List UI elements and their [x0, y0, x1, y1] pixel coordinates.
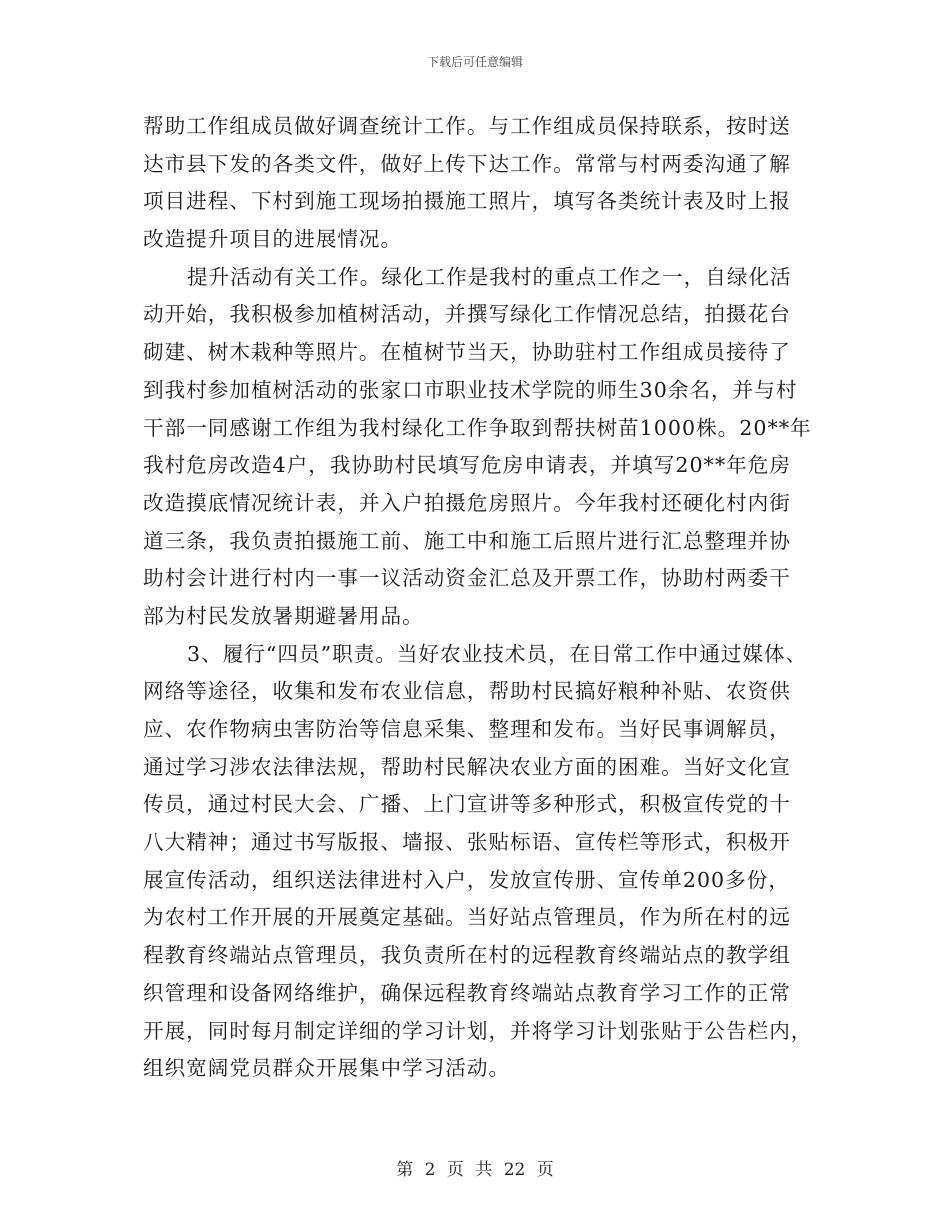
text-line: 3、履行“四员”职责。当好农业技术员，在日常工作中通过媒体、 [187, 641, 808, 666]
text-line: 网络等途径，收集和发布农业信息，帮助村民搞好粮种补贴、农资供 [143, 679, 791, 704]
text-line: 改造提升项目的进展情况。 [143, 227, 403, 252]
text-line: 达市县下发的各类文件，做好上传下达工作。常常与村两委沟通了解 [143, 151, 791, 176]
text-line: 干部一同感谢工作组为我村绿化工作争取到帮扶树苗1000株。20**年 [143, 415, 812, 440]
text-line: 通过学习涉农法律法规，帮助村民解决农业方面的困难。当好文化宣 [143, 754, 791, 779]
text-line: 部为村民发放暑期避暑用品。 [143, 603, 424, 628]
page-header: 下载后可任意编辑 [426, 55, 523, 69]
text-line: 程教育终端站点管理员，我负责所在村的远程教育终端站点的教学组 [143, 943, 791, 968]
text-line: 织管理和设备网络维护，确保远程教育终端站点教育学习工作的正常 [143, 980, 791, 1005]
text-line: 动开始，我积极参加植树活动，并撰写绿化工作情况总结，拍摄花台 [143, 302, 791, 327]
text-line: 改造摸底情况统计表，并入户拍摄危房照片。今年我村还硬化村内街 [143, 490, 791, 515]
text-line: 传员，通过村民大会、广播、上门宣讲等多种形式，积极宣传党的十 [143, 792, 791, 817]
text-line: 展宣传活动，组织送法律进村入户，发放宣传册、宣传单200多份， [143, 867, 790, 892]
paragraph-2 [143, 259, 833, 636]
text-line: 帮助工作组成员做好调查统计工作。与工作组成员保持联系，按时送 [143, 114, 791, 138]
text-line: 应、农作物病虫害防治等信息采集、整理和发布。当好民事调解员， [143, 717, 791, 741]
text-line: 项目进程、下村到施工现场拍摄施工照片，填写各类统计表及时上报 [143, 189, 791, 214]
paragraph-1 [143, 108, 833, 259]
text-line: 道三条，我负责拍摄施工前、施工中和施工后照片进行汇总整理并协 [143, 528, 791, 553]
text-line: 开展，同时每月制定详细的学习计划，并将学习计划张贴于公告栏内， [143, 1018, 813, 1043]
text-line: 组织宽阔党员群众开展集中学习活动。 [143, 1056, 511, 1081]
document-body [143, 108, 833, 1088]
text-line: 为农村工作开展的开展奠定基础。当好站点管理员，作为所在村的远 [143, 905, 791, 930]
text-line: 助村会计进行村内一事一议活动资金汇总及开票工作，协助村两委干 [143, 566, 791, 591]
text-line: 提升活动有关工作。绿化工作是我村的重点工作之一，自绿化活 [187, 264, 792, 289]
text-line: 我村危房改造4户，我协助村民填写危房申请表，并填写20**年危房 [143, 453, 791, 478]
page-footer: 第 2 页 共 22 页 [396, 1160, 554, 1180]
text-line: 砌建、树木栽种等照片。在植树节当天，协助驻村工作组成员接待了 [143, 340, 791, 365]
paragraph-3 [143, 636, 833, 1088]
text-line: 八大精神；通过书写版报、墙报、张贴标语、宣传栏等形式，积极开 [143, 830, 791, 855]
text-line: 到我村参加植树活动的张家口市职业技术学院的师生30余名，并与村 [143, 377, 798, 402]
